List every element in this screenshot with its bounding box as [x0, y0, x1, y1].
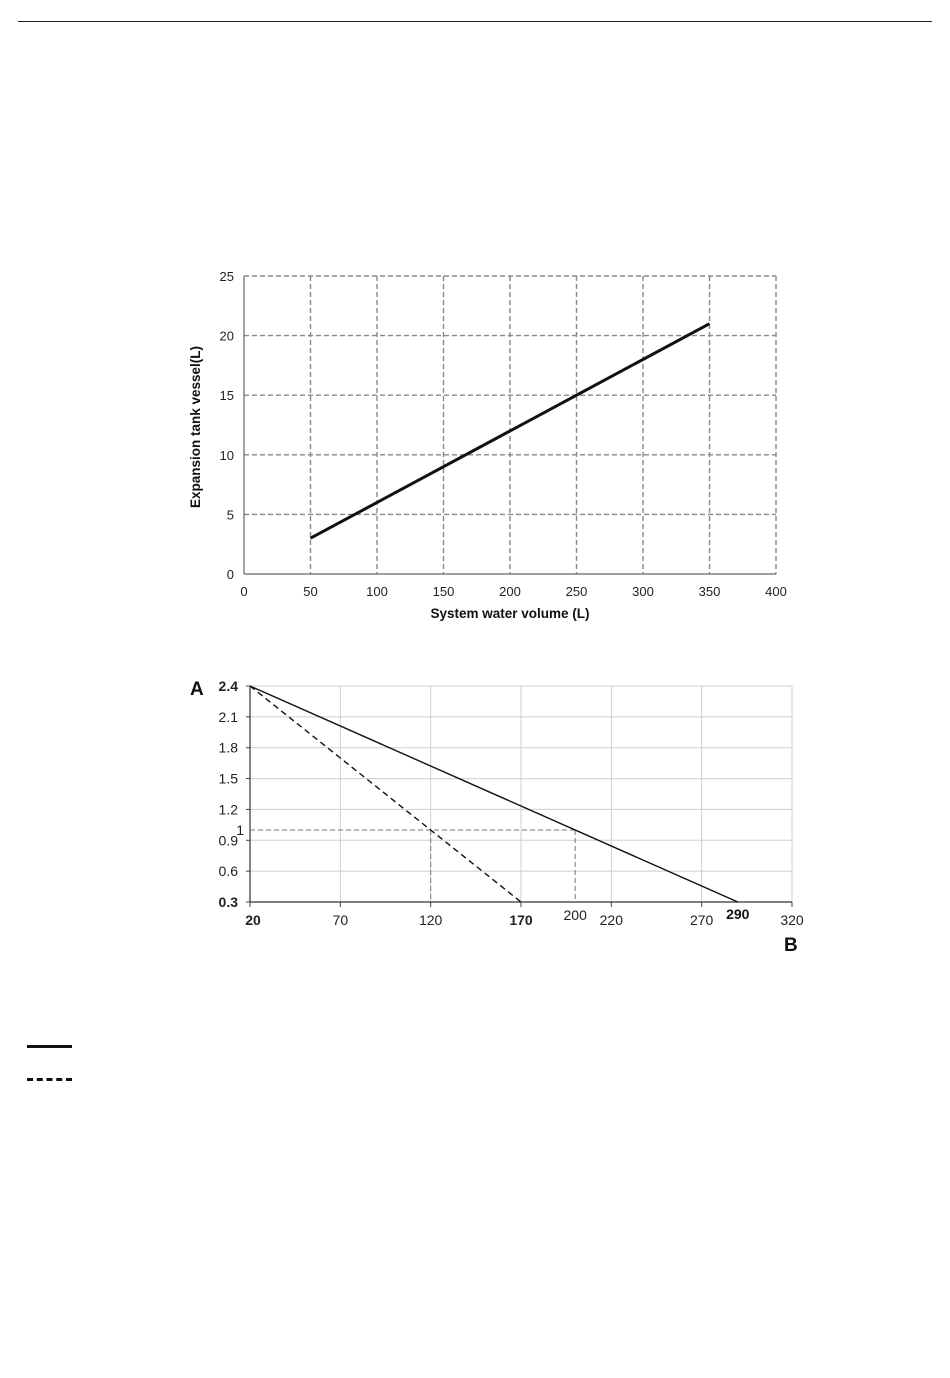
y-tick-label: 2.4: [218, 678, 238, 694]
y-tick-label: 0: [226, 567, 234, 582]
corner-label-b: B: [784, 935, 798, 956]
x-tick-label: 200: [499, 584, 521, 599]
y-tick-label: 5: [226, 507, 234, 523]
y-tick-label: 0.9: [218, 832, 238, 849]
y-tick-label: 2.1: [218, 708, 238, 725]
y-axis-label: Expansion tank vessel(L): [188, 345, 203, 509]
x-tick-label: 270: [689, 912, 714, 928]
series-line-solid: [250, 686, 738, 902]
y-tick-label: 15: [219, 388, 234, 404]
y-tick-label: 1.5: [218, 770, 238, 787]
legend-solid-line: [27, 1045, 72, 1048]
corner-label-a: A: [190, 679, 204, 700]
x-tick-label: 50: [303, 584, 318, 599]
y-tick-label: 10: [219, 447, 234, 463]
y-tick-label: 1.8: [218, 739, 238, 756]
x-tick-label: 100: [366, 584, 388, 599]
y-tick-label: 0.6: [218, 863, 238, 880]
y-tick-label: 25: [219, 269, 234, 284]
x-tick-label: 170: [509, 912, 533, 928]
x-tick-label: 220: [599, 912, 624, 928]
x-tick-label: 70: [332, 912, 349, 928]
x-tick-label: 350: [698, 584, 721, 599]
x-tick-label: 0: [240, 584, 248, 599]
series-line-dashed: [250, 686, 521, 902]
x-axis-label: System water volume (L): [430, 606, 590, 621]
y-tick-label: 20: [219, 328, 234, 344]
x-tick-label: 250: [565, 584, 588, 599]
y-tick-label: 0.3: [218, 894, 238, 910]
guide-label-y: 1: [236, 822, 244, 838]
x-tick-label: 300: [632, 584, 654, 599]
x-tick-label: 20: [245, 912, 261, 928]
y-tick-label: 1.2: [218, 801, 238, 818]
legend-dashed-line: [27, 1078, 72, 1081]
x-tick-label: 150: [432, 584, 455, 599]
x-tick-label: 120: [418, 912, 443, 928]
x-tick-label: 320: [780, 912, 804, 928]
x-marker-label: 290: [726, 906, 750, 922]
guide-label-x: 200: [563, 907, 587, 923]
x-tick-label: 400: [765, 584, 787, 599]
